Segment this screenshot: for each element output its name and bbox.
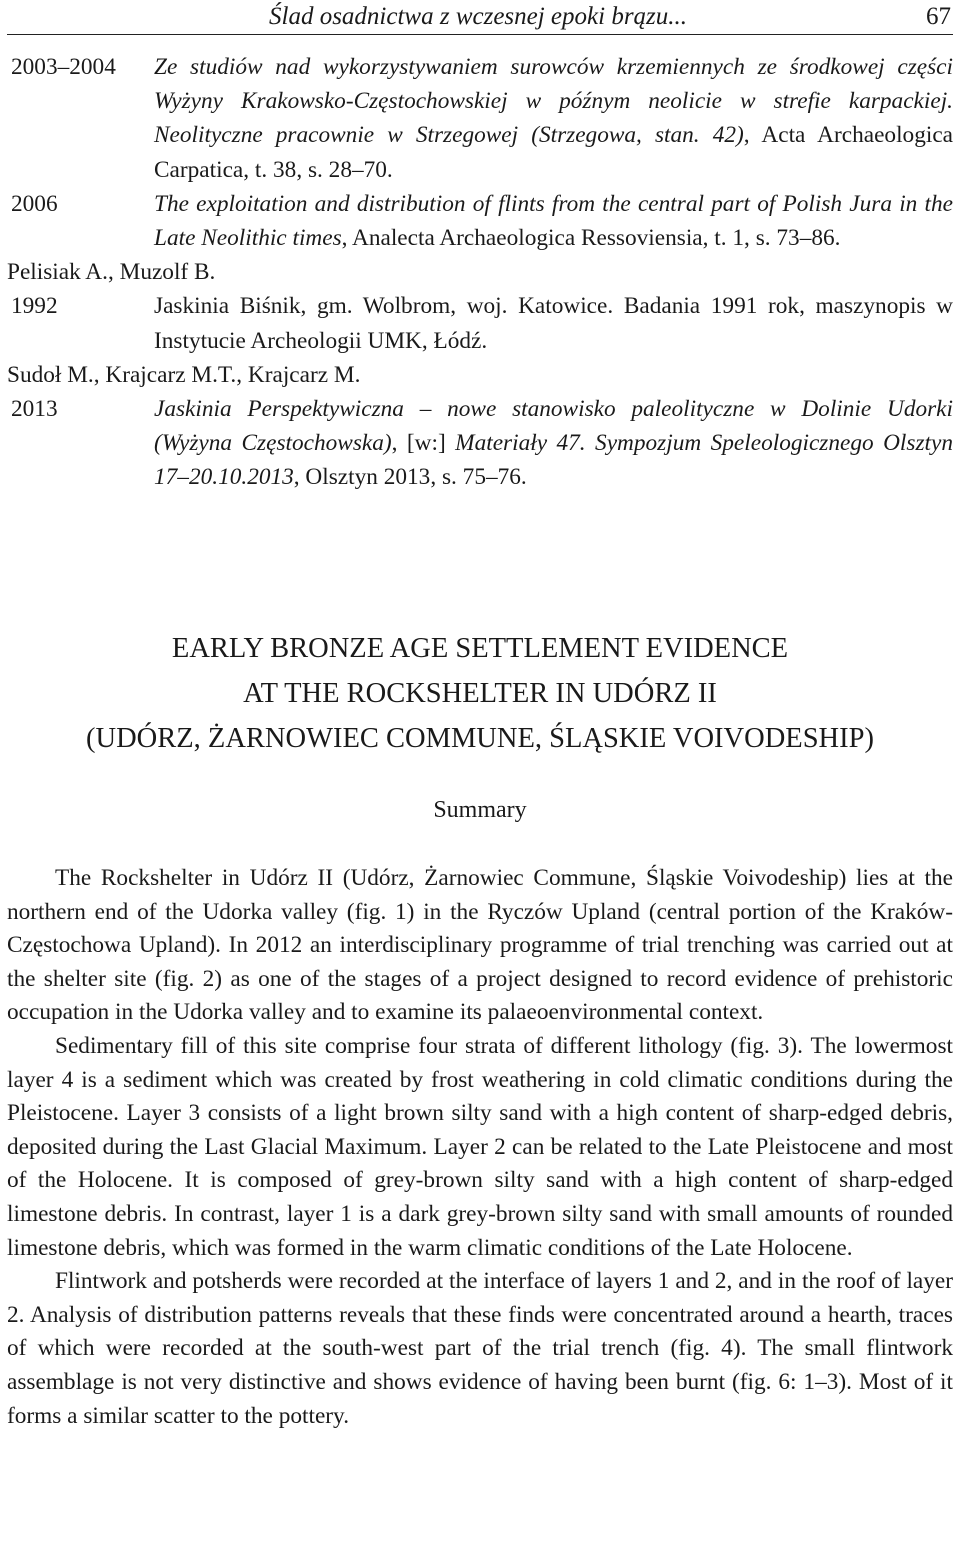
summary-heading: Summary bbox=[433, 797, 527, 823]
reference-source: , Analecta Archaeologica Ressoviensia, t. 1, s. 73–86. bbox=[341, 225, 841, 252]
reference-year: 2013 bbox=[11, 396, 58, 423]
reference-entry bbox=[7, 289, 953, 357]
running-header bbox=[7, 0, 953, 35]
reference-text bbox=[154, 289, 953, 357]
reference-title: Jaskinia Perspektywiczna – nowe stanowisko paleolityczne w Dolinie Udorki (Wyżyna Częstochowska) bbox=[154, 396, 953, 457]
reference-entry bbox=[7, 392, 953, 495]
reference-year: 2006 bbox=[11, 190, 58, 217]
reference-source: , Olsztyn 2013, s. 75–76. bbox=[293, 464, 527, 491]
reference-entry bbox=[7, 50, 953, 187]
reference-connector: , [w:] bbox=[391, 430, 456, 457]
paragraph: Sedimentary fill of this site comprise four strata of different lithology (fig. 3). The lowermost layer 4 is a sediment which was created by frost weathering in cold climatic conditions during the Pleistocene. Layer 3 consists of a light brown silty sand with a high content of sharp-edged debris, deposited during the Last Glacial Maximum. Layer 2 can be related to the Late Pleistocene and most of the Holocene. It is composed of grey-brown silty sand with a high content of sharp-edged limestone debris. In contrast, layer 1 is a dark grey-brown silty sand with small amounts of rounded limestone debris, which was formed in the warm climatic conditions of the Late Holocene. bbox=[7, 1032, 953, 1261]
title-line: EARLY BRONZE AGE SETTLEMENT EVIDENCE bbox=[171, 633, 789, 664]
reference-title: The exploitation and distribution of flints from the central part of Polish Jura in the Late Neolithic times bbox=[154, 190, 953, 252]
page-number: 67 bbox=[926, 3, 951, 30]
reference-title: Ze studiów nad wykorzystywaniem surowców krzemiennych ze środkowej części Wyżyny Krakowsko-Częstochowskiej w późnym neolicie w strefie karpackiej. Neolityczne pracownie w Strzegowej (Strzegowa, stan. 42) bbox=[154, 54, 953, 149]
reference-text bbox=[154, 187, 953, 255]
reference-text bbox=[154, 50, 953, 187]
title-line: AT THE ROCKSHELTER IN UDÓRZ II bbox=[243, 678, 717, 709]
paragraph: Flintwork and potsherds were recorded at the interface of layers 1 and 2, and in the roof of layer 2. Analysis of distribution patterns reveals that these finds were concentrated around a hearth, traces of which were recorded at the south-west part of the trial trench (fig. 4). The small flintwork assemblage is not very distinctive and shows evidence of having been burnt (fig. 6: 1–3). Most of it forms a similar scatter to the pottery. bbox=[7, 1268, 953, 1429]
reference-container-title: Materiały 47. Sympozjum Speleologicznego Olsztyn 17–20.10.2013 bbox=[154, 430, 953, 491]
bibliography bbox=[7, 50, 953, 495]
reference-text bbox=[154, 392, 953, 495]
reference-source: Jaskinia Biśnik, gm. Wolbrom, woj. Katowice. Badania 1991 rok, maszynopis w Instytucie Archeologii UMK, Łódź. bbox=[154, 293, 953, 354]
reference-author: Sudoł M., Krajcarz M.T., Krajcarz M. bbox=[7, 361, 361, 388]
reference-entry bbox=[7, 187, 953, 255]
reference-year: 2003–2004 bbox=[11, 54, 116, 80]
running-title: Ślad osadnictwa z wczesnej epoki brązu... bbox=[269, 3, 688, 30]
title-line: (UDÓRZ, ŻARNOWIEC COMMUNE, ŚLĄSKIE VOIVODESHIP) bbox=[86, 723, 874, 754]
page bbox=[7, 0, 954, 1429]
summary-body bbox=[7, 862, 953, 1433]
reference-source: , Acta Archaeologica Carpatica, t. 38, s. 28–70. bbox=[154, 122, 954, 183]
reference-year: 1992 bbox=[11, 293, 58, 320]
article-title bbox=[7, 626, 953, 761]
paragraph: The Rockshelter in Udórz II (Udórz, Żarnowiec Commune, Śląskie Voivodeship) lies at the northern end of the Udorka valley (fig. 1) in the Ryczów Upland (central portion of the Kraków-Częstochowa Upland). In 2012 an interdisciplinary programme of trial trenching was carried out at the shelter site (fig. 2) as one of the stages of a project designed to record evidence of prehistoric occupation in the Udorka valley and to examine its palaeoenvironmental context. bbox=[7, 865, 953, 1026]
reference-author: Pelisiak A., Muzolf B. bbox=[7, 259, 216, 286]
